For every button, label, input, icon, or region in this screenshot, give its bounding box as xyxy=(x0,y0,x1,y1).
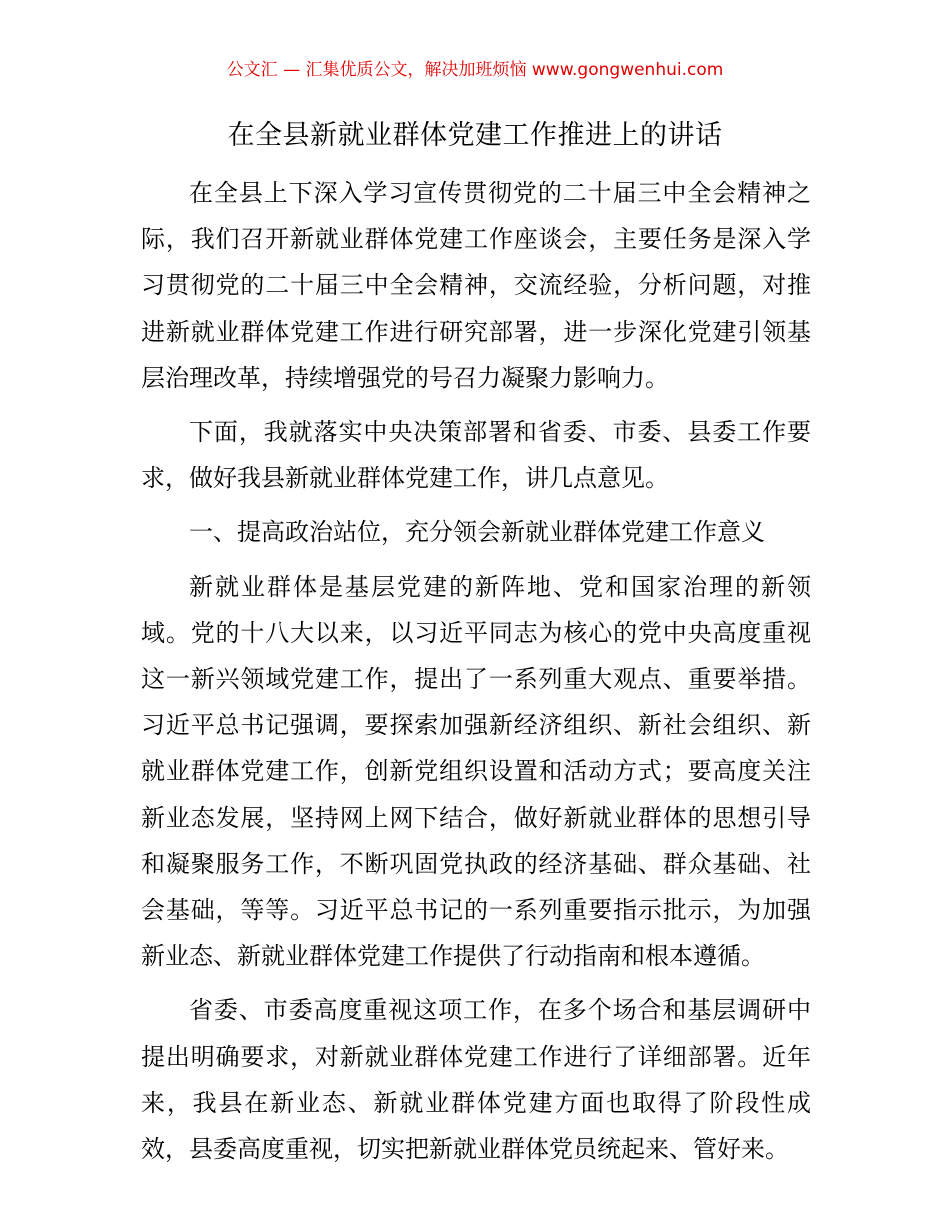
document-title: 在全县新就业群体党建工作推进上的讲话 xyxy=(227,120,723,151)
paragraph-significance: 新就业群体是基层党建的新阵地、党和国家治理的新领域。党的十八大以来，以习近平同志为核心的党中央高度重视这一新兴领域党建工作，提出了一系列重大观点、重要举措。习近平总书记强调，要探索加强新经济组织、新社会组织、新就业群体党建工作，创新党组织设置和活动方式；要高度关注新业态发展，坚持网上网下结合，做好新就业群体的思想引导和凝聚服务工作，不断巩固党执政的经济基础、群众基础、社会基础，等等。习近平总书记的一系列重要指示批示，为加强新业态、新就业群体党建工作提供了行动指南和根本遵循。 xyxy=(141,572,811,971)
paragraph-provincial: 省委、市委高度重视这项工作，在多个场合和基层调研中提出明确要求，对新就业群体党建工作进行了详细部署。近年来，我县在新业态、新就业群体党建方面也取得了阶段性成效，县委高度重视，切实把新就业群体党员统起来、管好来。 xyxy=(141,996,811,1164)
section-heading-1: 一、提高政治站位，充分领会新就业群体党建工作意义 xyxy=(189,518,765,547)
paragraph-intro: 下面，我就落实中央决策部署和省委、市委、县委工作要求，做好我县新就业群体党建工作，讲几点意见。 xyxy=(141,418,811,493)
paragraph-opening: 在全县上下深入学习宣传贯彻党的二十届三中全会精神之际，我们召开新就业群体党建工作座谈会，主要任务是深入学习贯彻党的二十届三中全会精神，交流经验，分析问题，对推进新就业群体党建工作进行研究部署，进一步深化党建引领基层治理改革，持续增强党的号召力凝聚力影响力。 xyxy=(141,179,811,392)
site-header-banner: 公文汇 — 汇集优质公文，解决加班烦恼 www.gongwenhui.com xyxy=(226,60,724,80)
document-body xyxy=(141,170,811,1172)
